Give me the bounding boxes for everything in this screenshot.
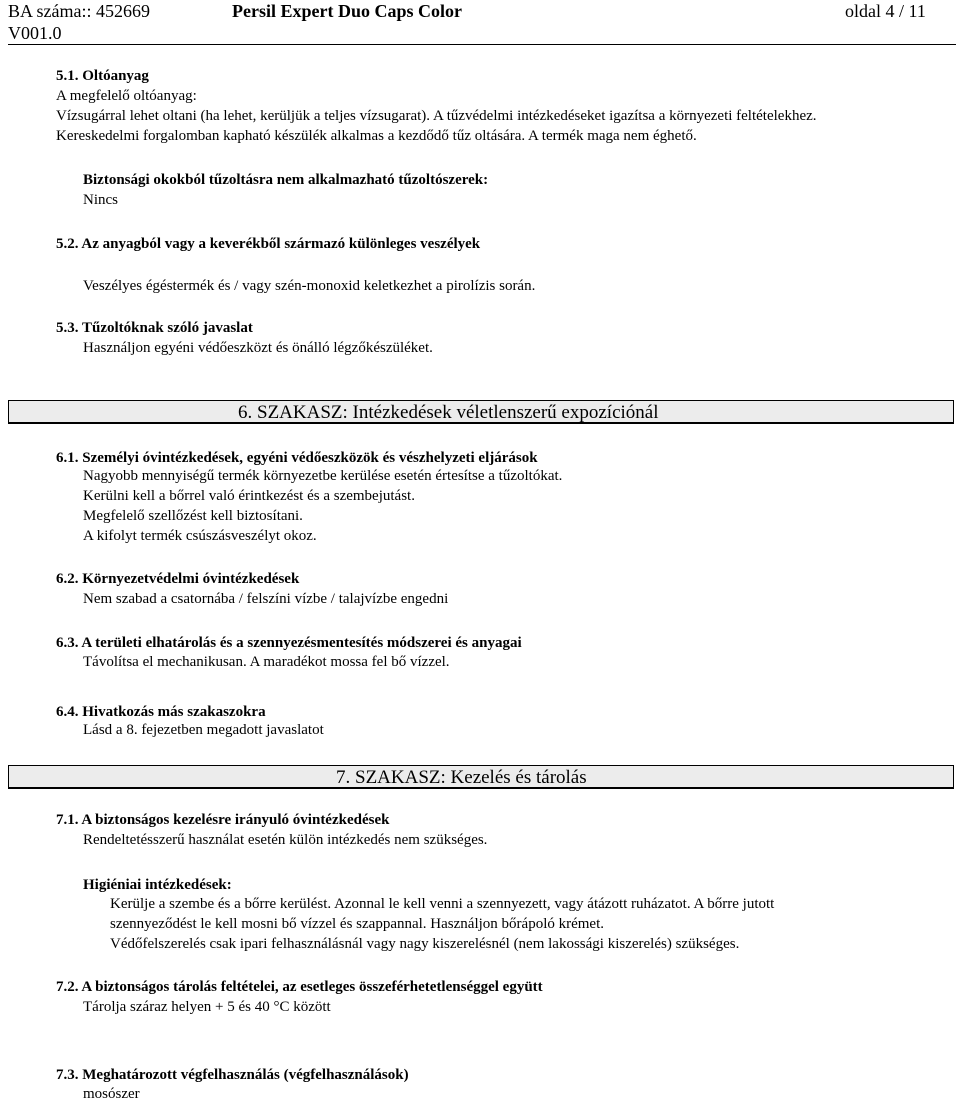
- section-6-3-title: 6.3. A területi elhatárolás és a szennyezésmentesítés módszerei és anyagai: [56, 635, 522, 651]
- section-6-4-text: Lásd a 8. fejezetben megadott javaslatot: [83, 722, 324, 738]
- hygiene-measures-title: Higiéniai intézkedések:: [83, 877, 232, 893]
- section-6-1-line: A kifolyt termék csúszásveszélyt okoz.: [83, 528, 317, 544]
- version-number: V001.0: [8, 23, 62, 43]
- section-6-2-title: 6.2. Környezetvédelmi óvintézkedések: [56, 571, 300, 587]
- section-7-2-title: 7.2. A biztonságos tárolás feltételei, az esetleges összeférhetetlenséggel együtt: [56, 979, 543, 995]
- section-7-heading: 7. SZAKASZ: Kezelés és tárolás: [336, 767, 587, 788]
- section-5-1-title: 5.1. Oltóanyag: [56, 68, 149, 84]
- section-5-1-line: Vízsugárral lehet oltani (ha lehet, kerüljük a teljes vízsugarat). A tűzvédelmi intézkedéseket igazítsa a környezeti feltételekhez.: [56, 108, 817, 124]
- unsuitable-extinguishers-value: Nincs: [83, 192, 118, 208]
- section-5-1-line: A megfelelő oltóanyag:: [56, 88, 197, 104]
- section-5-3-title: 5.3. Tűzoltóknak szóló javaslat: [56, 320, 253, 336]
- section-6-3-text: Távolítsa el mechanikusan. A maradékot mossa fel bő vízzel.: [83, 654, 450, 670]
- section-5-1-line: Kereskedelmi forgalomban kapható készülék alkalmas a kezdődő tűz oltására. A termék maga nem éghető.: [56, 128, 697, 144]
- section-6-1-line: Megfelelő szellőzést kell biztosítani.: [83, 508, 303, 524]
- hygiene-measures-line: Kerülje a szembe és a bőrre kerülést. Azonnal le kell venni a szennyezett, vagy átázott ruházatot. A bőrre jutott: [110, 896, 775, 912]
- section-5-3-text: Használjon egyéni védőeszközt és önálló légzőkészüléket.: [83, 340, 433, 356]
- section-7-3-text: mosószer: [83, 1086, 140, 1102]
- section-6-2-text: Nem szabad a csatornába / felszíni vízbe / talajvízbe engedni: [83, 591, 449, 607]
- section-6-1-title: 6.1. Személyi óvintézkedések, egyéni védőeszközök és vészhelyzeti eljárások: [56, 450, 538, 466]
- document-number: BA száma:: 452669: [8, 1, 150, 21]
- unsuitable-extinguishers-title: Biztonsági okokból tűzoltásra nem alkalmazható tűzoltószerek:: [83, 172, 489, 188]
- section-6-1-line: Kerülni kell a bőrrel való érintkezést és a szembejutást.: [83, 488, 415, 504]
- page-number: oldal 4 / 11: [845, 1, 926, 21]
- section-6-heading: 6. SZAKASZ: Intézkedések véletlenszerű expozíciónál: [238, 402, 659, 423]
- hygiene-measures-line: Védőfelszerelés csak ipari felhasználásnál vagy nagy kiszerelésnél (nem lakossági kiszerelés) szükséges.: [110, 936, 740, 952]
- section-5-2-text: Veszélyes égéstermék és / vagy szén-monoxid keletkezhet a pirolízis során.: [83, 278, 536, 294]
- header-rule: [8, 44, 956, 45]
- section-5-2-title: 5.2. Az anyagból vagy a keverékből származó különleges veszélyek: [56, 236, 481, 252]
- section-6-1-line: Nagyobb mennyiségű termék környezetbe kerülése esetén értesítse a tűzoltókat.: [83, 468, 563, 484]
- section-7-3-title: 7.3. Meghatározott végfelhasználás (végfelhasználások): [56, 1067, 409, 1083]
- hygiene-measures-line: szennyeződést le kell mosni bő vízzel és szappannal. Használjon bőrápoló krémet.: [110, 916, 605, 932]
- product-name: Persil Expert Duo Caps Color: [232, 1, 462, 21]
- section-7-1-title: 7.1. A biztonságos kezelésre irányuló óvintézkedések: [56, 812, 390, 828]
- section-7-1-text: Rendeltetésszerű használat esetén külön intézkedés nem szükséges.: [83, 832, 488, 848]
- section-7-2-text: Tárolja száraz helyen + 5 és 40 °C között: [83, 999, 331, 1015]
- section-6-4-title: 6.4. Hivatkozás más szakaszokra: [56, 704, 266, 720]
